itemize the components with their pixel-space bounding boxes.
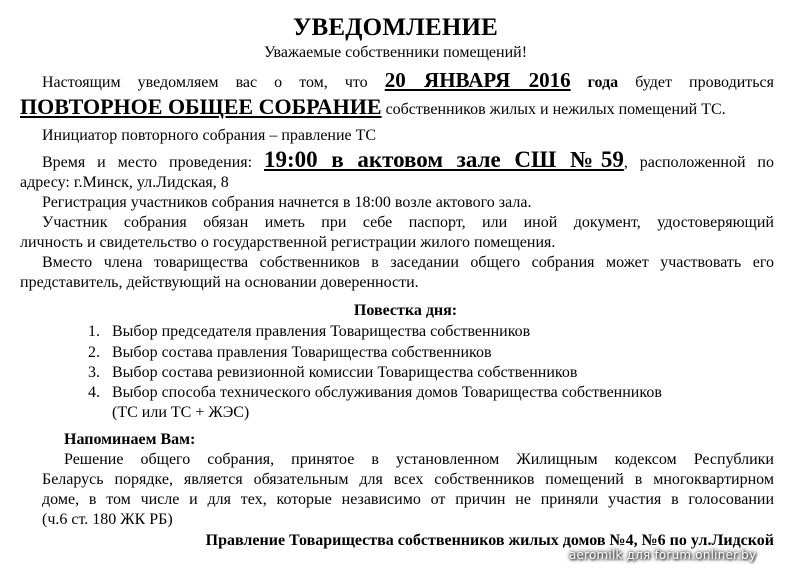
meeting-date: 20 ЯНВАРЯ 2016 bbox=[384, 68, 571, 92]
agenda-item bbox=[88, 344, 492, 362]
watermark: aeromilk для forum.onliner.by bbox=[569, 548, 757, 562]
intro-text-3: собственников жилых и нежилых помещений ТС. bbox=[385, 101, 726, 118]
agenda-text: Выбор председателя правления Товарищества собственников bbox=[112, 323, 531, 340]
agenda-number: 1. bbox=[88, 323, 100, 340]
venue-label: Время и место проведения: bbox=[42, 154, 253, 171]
agenda-title: Повестка дня: bbox=[353, 302, 458, 319]
reminder-line-4: (ч.6 ст. 180 ЖК РБ) bbox=[42, 511, 173, 528]
greeting: Уважаемые собственники помещений! bbox=[263, 44, 528, 61]
agenda-number: 4. bbox=[88, 384, 100, 401]
initiator: Инициатор повторного собрания – правление ТС bbox=[42, 127, 377, 144]
agenda-item-continuation: (ТС или ТС + ЖЭС) bbox=[112, 404, 250, 421]
agenda-item bbox=[88, 364, 577, 382]
reminder-line-3: доме, в том числе и для тех, которые независимо от причин не приняли участия в голосовании bbox=[42, 491, 774, 508]
registration: Регистрация участников собрания начнется в 18:00 возле актового зала. bbox=[42, 194, 532, 211]
intro-text-2: будет проводиться bbox=[635, 74, 775, 91]
agenda-item bbox=[88, 384, 662, 402]
agenda-item bbox=[88, 323, 530, 341]
intro-text: Настоящим уведомляем вас о том, что bbox=[42, 74, 368, 91]
reminder-title: Напоминаем Вам: bbox=[64, 431, 196, 448]
document-title: УВЕДОМЛЕНИЕ bbox=[292, 14, 498, 41]
proxy-line-1: Вместо члена товарищества собственников в заседании общего собрания может участвовать его bbox=[42, 254, 774, 271]
proxy-line-2: представитель, действующий на основании доверенности. bbox=[20, 274, 419, 291]
agenda-text: Выбор способа технического обслуживания домов Товарищества собственников bbox=[112, 384, 662, 401]
intro-line-2 bbox=[20, 94, 726, 120]
reminder-line-2: Беларусь порядке, является обязательным для всех собственников помещений в многоквартирном bbox=[42, 471, 774, 488]
agenda-number: 3. bbox=[88, 364, 100, 381]
meeting-type: ПОВТОРНОЕ ОБЩЕЕ СОБРАНИЕ bbox=[20, 94, 382, 119]
agenda-text: Выбор состава ревизионной комиссии Товарищества собственников bbox=[112, 364, 578, 381]
venue-rest: , расположенной по bbox=[623, 154, 774, 171]
year-word: года bbox=[587, 74, 619, 91]
documents-line-2: личность и свидетельство о государственной регистрации жилого помещения. bbox=[20, 234, 556, 251]
agenda-number: 2. bbox=[88, 344, 100, 361]
venue-address: адресу: г.Минск, ул.Лидская, 8 bbox=[20, 174, 229, 191]
intro-line-1 bbox=[42, 68, 774, 93]
agenda-text: Выбор состава правления Товарищества собственников bbox=[112, 344, 492, 361]
venue-line-1 bbox=[42, 147, 774, 173]
reminder-line-1: Решение общего собрания, принятое в установленном Жилищным кодексом Республики bbox=[64, 451, 774, 468]
documents-line-1: Участник собрания обязан иметь при себе паспорт, или иной документ, удостоверяющий bbox=[42, 214, 774, 231]
signature: Правление Товарищества собственников жилых домов №4, №6 по ул.Лидской bbox=[205, 532, 774, 549]
venue-place: 19:00 в актовом зале СШ №59 bbox=[263, 147, 624, 172]
